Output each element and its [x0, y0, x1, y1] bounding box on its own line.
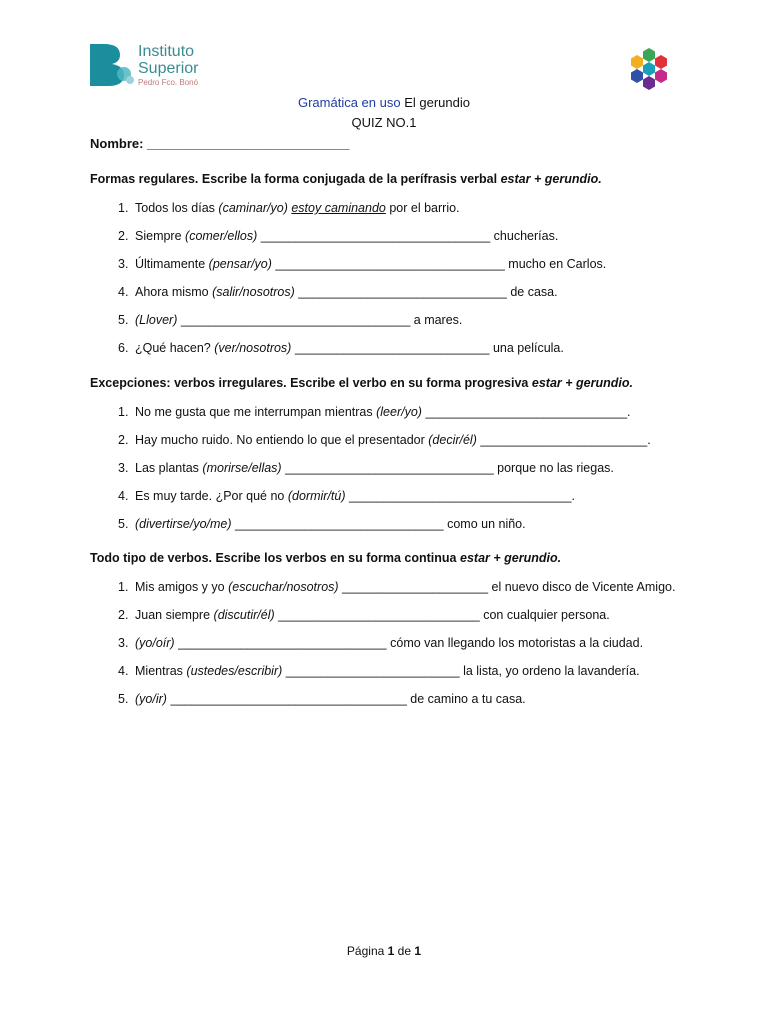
exercise-item: [118, 488, 651, 516]
exercise-item: [118, 256, 606, 284]
item-suffix: porque no las riegas.: [497, 461, 614, 475]
item-verb: (ustedes/escribir): [186, 664, 283, 678]
item-verb: (comer/ellos): [185, 229, 258, 243]
exercise-item: [118, 579, 675, 607]
item-verb: (leer/yo): [376, 405, 422, 419]
item-verb: (yo/ir): [135, 692, 167, 706]
item-verb: (dormir/tú): [287, 489, 346, 503]
exercise-item: [118, 228, 606, 256]
item-suffix: cómo van llegando los motoristas a la ciudad.: [390, 636, 644, 650]
item-number: 3.: [118, 461, 129, 475]
item-prefix: Hay mucho ruido. No entiendo lo que el presentador: [135, 433, 425, 447]
item-suffix: chucherías.: [493, 229, 559, 243]
exercise-item: [118, 340, 606, 368]
answer-blank[interactable]: ______________________________: [298, 285, 507, 299]
item-number: 1.: [118, 201, 129, 215]
exercise-item: [118, 460, 651, 488]
exercise-list-regular: [118, 200, 606, 368]
item-number: 4.: [118, 285, 129, 299]
item-number: 2.: [118, 608, 129, 622]
item-prefix: Las plantas: [135, 461, 199, 475]
exercise-item: [118, 516, 651, 544]
item-suffix: .: [571, 489, 575, 503]
answer-blank[interactable]: _____________________: [342, 580, 489, 594]
institute-logo: [90, 44, 230, 90]
exercise-item: [118, 635, 675, 663]
answer-blank[interactable]: ________________________________: [349, 489, 572, 503]
item-verb: (escuchar/nosotros): [228, 580, 339, 594]
item-suffix: el nuevo disco de Vicente Amigo.: [491, 580, 676, 594]
answer-blank[interactable]: _________________________: [285, 664, 460, 678]
footer-total-pages: 1: [414, 944, 422, 958]
answer-blank[interactable]: _____________________________: [425, 405, 628, 419]
item-verb: (morirse/ellas): [202, 461, 282, 475]
item-suffix: de casa.: [510, 285, 558, 299]
item-suffix: como un niño.: [447, 517, 526, 531]
answer-blank[interactable]: ____________________________: [294, 341, 490, 355]
answer-blank[interactable]: _________________________________: [275, 257, 505, 271]
answer-blank[interactable]: ______________________________: [178, 636, 387, 650]
section-heading-text: Todo tipo de verbos. Escribe los verbos en su forma continua: [90, 551, 457, 565]
item-suffix: con cualquier persona.: [483, 608, 610, 622]
exercise-item: [118, 404, 651, 432]
section-heading-text: Excepciones: verbos irregulares. Escribe el verbo en su forma progresiva: [90, 376, 529, 390]
item-prefix: Mientras: [135, 664, 183, 678]
answer-blank[interactable]: __________________________________: [170, 692, 407, 706]
item-suffix: .: [627, 405, 631, 419]
item-number: 5.: [118, 517, 129, 531]
document-title: [0, 95, 768, 110]
item-suffix: .: [647, 433, 651, 447]
item-prefix: Mis amigos y yo: [135, 580, 225, 594]
item-verb: (Llover): [135, 313, 178, 327]
footer-page-number: 1: [387, 944, 395, 958]
item-number: 1.: [118, 580, 129, 594]
section-heading-text: Formas regulares. Escribe la forma conjugada de la perífrasis verbal: [90, 172, 498, 186]
exercise-item: [118, 691, 675, 719]
item-verb: (discutir/él): [213, 608, 275, 622]
answer-blank[interactable]: _________________________________: [260, 229, 491, 243]
item-suffix: mucho en Carlos.: [508, 257, 607, 271]
item-prefix: Es muy tarde. ¿Por qué no: [135, 489, 285, 503]
item-verb: (salir/nosotros): [212, 285, 295, 299]
logo-text: [138, 44, 198, 87]
item-number: 2.: [118, 433, 129, 447]
exercise-item: [118, 200, 606, 228]
hexagon-logo-icon: [626, 46, 672, 90]
exercise-list-irregular: [118, 404, 651, 544]
answer-blank[interactable]: ________________________: [480, 433, 648, 447]
logo-line-2: Superior: [138, 60, 199, 77]
exercise-item: [118, 284, 606, 312]
item-number: 4.: [118, 489, 129, 503]
footer-prefix: Página: [346, 944, 385, 958]
logo-line-3: Pedro Fco. Bonó: [138, 78, 199, 87]
item-prefix: No me gusta que me interrumpan mientras: [135, 405, 373, 419]
item-number: 3.: [118, 636, 129, 650]
item-suffix: la lista, yo ordeno la lavandería.: [463, 664, 640, 678]
exercise-list-all-verbs: [118, 579, 675, 719]
item-verb: (pensar/yo): [208, 257, 272, 271]
item-prefix: ¿Qué hacen?: [135, 341, 211, 355]
title-topic: El gerundio: [404, 95, 470, 110]
item-number: 5.: [118, 692, 129, 706]
section-heading-all-verbs: [90, 551, 561, 565]
exercise-item: [118, 312, 606, 340]
item-verb: (ver/nosotros): [214, 341, 292, 355]
logo-line-1: Instituto: [138, 43, 195, 60]
item-verb: (yo/oír): [135, 636, 175, 650]
item-number: 1.: [118, 405, 129, 419]
exercise-item: [118, 607, 675, 635]
item-number: 6.: [118, 341, 129, 355]
section-heading-italic: estar + gerundio.: [460, 551, 562, 565]
footer-of: de: [397, 944, 412, 958]
item-prefix: Últimamente: [135, 257, 206, 271]
exercise-item: [118, 432, 651, 460]
answer-blank[interactable]: _________________________________: [180, 313, 411, 327]
item-number: 3.: [118, 257, 129, 271]
item-prefix: Siempre: [135, 229, 182, 243]
section-heading-italic: estar + gerundio.: [531, 376, 633, 390]
answer-blank[interactable]: ______________________________: [285, 461, 494, 475]
name-field[interactable]: Nombre: ____________________________: [90, 136, 350, 151]
item-suffix: a mares.: [413, 313, 463, 327]
bono-logo-icon: [90, 44, 134, 86]
exercise-item: [118, 663, 675, 691]
page-footer: [0, 944, 768, 958]
quiz-number: QUIZ NO.1: [351, 115, 417, 130]
item-verb: (decir/él): [428, 433, 477, 447]
item-example-answer: estoy caminando: [291, 201, 386, 215]
section-heading-regular: [90, 172, 602, 186]
item-prefix: Ahora mismo: [135, 285, 209, 299]
item-prefix: Todos los días: [135, 201, 215, 215]
item-verb: (caminar/yo): [218, 201, 288, 215]
item-suffix: por el barrio.: [389, 201, 460, 215]
title-highlight: Gramática en uso: [297, 95, 401, 110]
answer-blank[interactable]: _____________________________: [278, 608, 480, 622]
section-heading-italic: estar + gerundio.: [500, 172, 602, 186]
item-suffix: de camino a tu casa.: [410, 692, 526, 706]
item-number: 5.: [118, 313, 129, 327]
item-prefix: Juan siempre: [135, 608, 211, 622]
section-heading-irregular: [90, 376, 633, 390]
item-suffix: una película.: [492, 341, 564, 355]
item-verb: (divertirse/yo/me): [135, 517, 232, 531]
item-number: 4.: [118, 664, 129, 678]
answer-blank[interactable]: ______________________________: [235, 517, 444, 531]
item-number: 2.: [118, 229, 129, 243]
